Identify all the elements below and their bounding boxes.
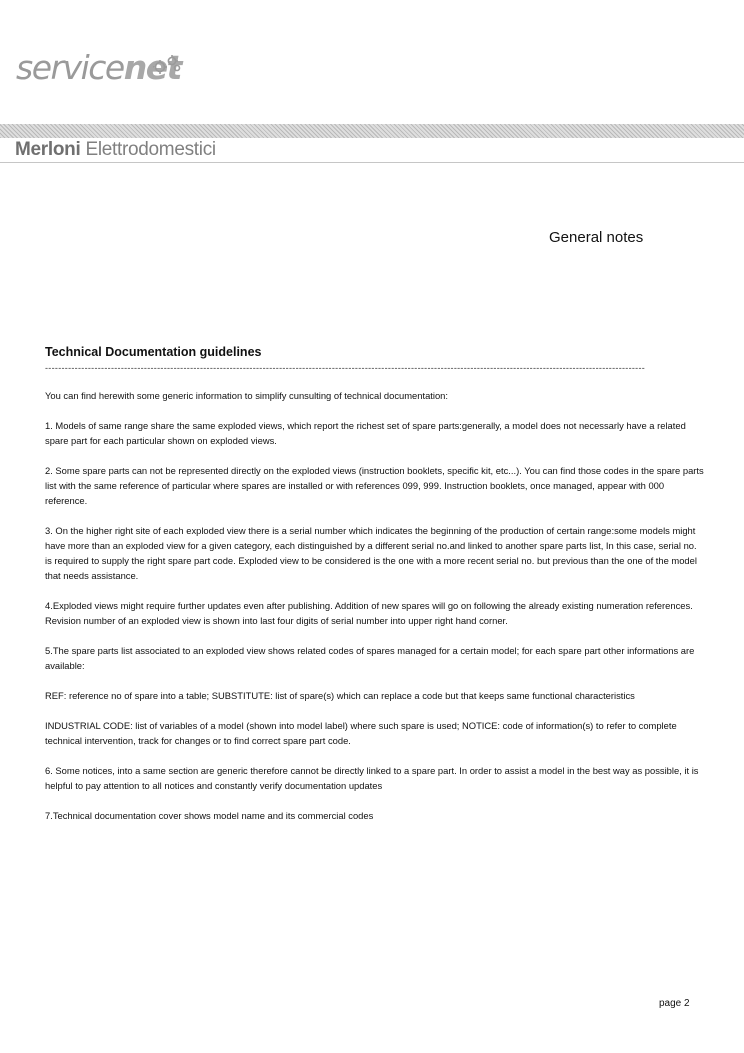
guideline-paragraph-5: 5.The spare parts list associated to an exploded view shows related codes of spares managed for a certain model; for each spare part other informations are available: (45, 645, 695, 671)
logo-text-net: net (123, 48, 181, 87)
page-number: page 2 (659, 998, 690, 1009)
ref-substitute-paragraph: REF: reference no of spare into a table; SUBSTITUTE: list of spare(s) which can replace a code but that keeps same functional characteristics (45, 690, 635, 701)
guideline-paragraph-2: 2. Some spare parts can not be represented directly on the exploded views (instruction booklets, specific kit, etc...). You can find those codes in the spare parts list with the same reference of particular where spares are installed or with references 099, 999. Instruction booklets, once managed, appear with 000 reference. (45, 465, 704, 506)
section-body (45, 388, 705, 838)
company-name-bold: Merloni (15, 139, 81, 160)
page-title: General notes (549, 229, 644, 246)
guideline-paragraph-7: 7.Technical documentation cover shows model name and its commercial codes (45, 810, 374, 821)
logo-text-service: service (16, 48, 124, 87)
header-divider (0, 162, 744, 163)
company-name-light: Elettrodomestici (85, 139, 216, 160)
header-band (0, 124, 744, 138)
company-name (15, 139, 216, 161)
section-heading: Technical Documentation guidelines (45, 345, 262, 359)
guideline-paragraph-1: 1. Models of same range share the same exploded views, which report the richest set of spare parts:generally, a model does not necessarly have a related spare part for each particular shown on exploded views. (45, 420, 686, 446)
intro-paragraph: You can find herewith some generic information to simplify cunsulting of technical documentation: (45, 390, 449, 401)
guideline-paragraph-3: 3. On the higher right site of each exploded view there is a serial number which indicates the beginning of the production of certain range:some models might have more than an exploded view for a given category, each distinguished by a different serial no.and linked to another spare parts list, In this case, serial no. is required to supply the right spare part code. Exploded view to be considered is the one with a more recent serial no. but previous than the one of the model that needs assistance. (45, 525, 697, 581)
gears-icon (152, 54, 182, 76)
section-divider: -------------------------------------------------------------------------------------------------------------------------------------------------------------------------------------- (45, 363, 646, 373)
guideline-paragraph-4: 4.Exploded views might require further updates even after publishing. Addition of new spares will go on following the already existing numeration references. Revision number of an exploded view is shown into last four digits of serial number into upper right hand corner. (45, 600, 693, 626)
guideline-paragraph-6: 6. Some notices, into a same section are generic therefore cannot be directly linked to a spare part. In order to assist a model in the best way as possible, it is helpful to pay attention to all notices and constantly verify documentation updates (45, 765, 699, 791)
industrial-code-paragraph: INDUSTRIAL CODE: list of variables of a model (shown into model label) where such spare is used; NOTICE: code of information(s) to refer to complete technical intervention, track for changes or to find correct spare part code. (45, 720, 677, 746)
